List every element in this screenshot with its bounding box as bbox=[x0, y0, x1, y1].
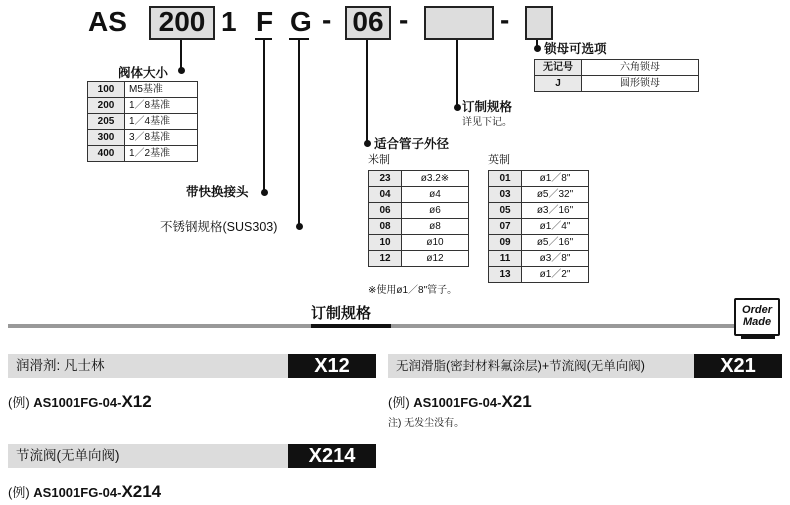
body-size-title: 阀体大小 bbox=[118, 66, 169, 80]
table-row: 12 ø12 bbox=[369, 251, 469, 267]
inch-title: 英制 bbox=[488, 154, 510, 166]
section-title: 订制规格 bbox=[311, 305, 372, 322]
option-label: 无润滑脂(密封材料氟涂层)+节流阀(无单向阀) bbox=[396, 359, 645, 373]
option-label: 节流阀(无单向阀) bbox=[16, 448, 120, 463]
table-row: 10 ø10 bbox=[369, 235, 469, 251]
model-prefix: AS bbox=[88, 6, 127, 37]
lock-nut-box bbox=[525, 6, 553, 40]
special-spec-note: 详见下记。 bbox=[462, 117, 512, 128]
table-row: 09 ø5／16" bbox=[489, 235, 589, 251]
table-row: J 圆形锁母 bbox=[535, 76, 699, 92]
connector-dot bbox=[534, 45, 541, 52]
connector-line bbox=[456, 40, 458, 108]
option-code: X12 bbox=[288, 354, 376, 378]
table-row: 08 ø8 bbox=[369, 219, 469, 235]
table-row: 400 1／2基准 bbox=[88, 146, 198, 162]
fitting-code: F bbox=[256, 6, 274, 37]
connector-line bbox=[180, 40, 182, 70]
table-row: 05 ø3／16" bbox=[489, 203, 589, 219]
option-x21-bar bbox=[388, 354, 782, 378]
with-fitting-label: 带快换接头 bbox=[186, 185, 249, 199]
stainless-label: 不锈钢规格(SUS303) bbox=[160, 220, 278, 234]
connector-dot bbox=[261, 189, 268, 196]
badge-base bbox=[741, 334, 775, 339]
table-row: 23 ø3.2※ bbox=[369, 171, 469, 187]
table-row: 100 M5基准 bbox=[88, 82, 198, 98]
metric-title: 米制 bbox=[368, 154, 390, 166]
table-row: 300 3／8基准 bbox=[88, 130, 198, 146]
dash: - bbox=[322, 4, 332, 35]
tube-note: ※使用ø1／8"管子。 bbox=[368, 285, 458, 296]
table-row: 03 ø5／32" bbox=[489, 187, 589, 203]
special-spec-title: 订制规格 bbox=[462, 100, 513, 114]
table-row: 205 1／4基准 bbox=[88, 114, 198, 130]
table-row: 11 ø3／8" bbox=[489, 251, 589, 267]
table-row: 07 ø1／4" bbox=[489, 219, 589, 235]
connector-dot bbox=[296, 223, 303, 230]
table-row: 01 ø1／8" bbox=[489, 171, 589, 187]
material-code: G bbox=[290, 6, 312, 37]
connector-line bbox=[366, 40, 368, 144]
tube-od-title: 适合管子外径 bbox=[374, 137, 450, 151]
option-label: 润滑剂: 凡士林 bbox=[16, 358, 105, 373]
option-x12-example: (例) AS1001FG-04-X12 bbox=[8, 392, 152, 411]
option-x214-example: (例) AS1001FG-04-X214 bbox=[8, 482, 162, 501]
metric-table bbox=[368, 170, 469, 267]
table-row: 06 ø6 bbox=[369, 203, 469, 219]
option-code: X214 bbox=[288, 444, 376, 468]
connector-line bbox=[263, 40, 265, 192]
lock-nut-title: 锁母可选项 bbox=[544, 42, 607, 56]
seal-code: 1 bbox=[221, 6, 237, 37]
option-code: X21 bbox=[694, 354, 782, 378]
option-x21-note: 注) 无发尘没有。 bbox=[388, 418, 465, 429]
tube-code-box: 06 bbox=[345, 6, 391, 40]
option-x12-bar bbox=[8, 354, 376, 378]
option-x21-example: (例) AS1001FG-04-X21 bbox=[388, 392, 532, 411]
inch-table bbox=[488, 170, 589, 283]
table-row: 200 1／8基准 bbox=[88, 98, 198, 114]
order-made-badge: Order Made bbox=[734, 298, 780, 336]
dash: - bbox=[500, 4, 510, 35]
lock-nut-table bbox=[534, 59, 699, 92]
dash: - bbox=[399, 4, 409, 35]
connector-dot bbox=[454, 104, 461, 111]
special-spec-box bbox=[424, 6, 494, 40]
table-row: 13 ø1／2" bbox=[489, 267, 589, 283]
connector-line bbox=[298, 40, 300, 226]
table-row: 无记号 六角锁母 bbox=[535, 60, 699, 76]
option-x214-bar bbox=[8, 444, 376, 468]
connector-dot bbox=[364, 140, 371, 147]
body-size-table bbox=[87, 81, 198, 162]
table-row: 04 ø4 bbox=[369, 187, 469, 203]
section-title-underline bbox=[311, 324, 391, 328]
size-code-box: 200 bbox=[149, 6, 215, 40]
connector-dot bbox=[178, 67, 185, 74]
